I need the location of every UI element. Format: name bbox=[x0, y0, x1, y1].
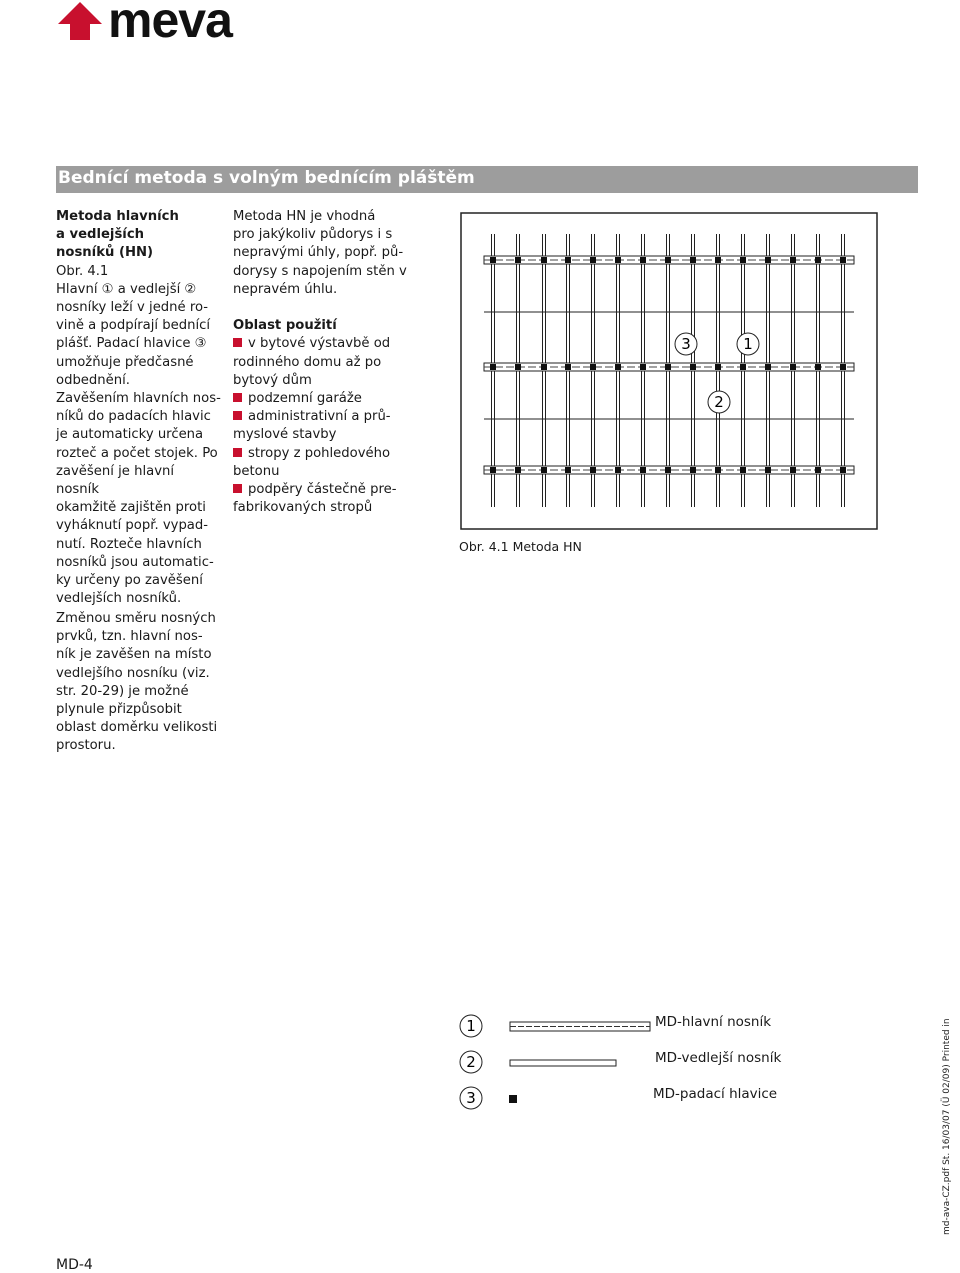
text-line: okamžitě zajištěn proti bbox=[56, 500, 206, 516]
text-line: prostoru. bbox=[56, 738, 116, 754]
area-item-line bbox=[233, 335, 443, 353]
area-item-text: podzemní garáže bbox=[248, 391, 362, 407]
text-line: odbednění. bbox=[56, 372, 130, 388]
bullet-square-icon bbox=[233, 448, 242, 457]
area-item-line bbox=[233, 426, 443, 444]
text-line: Obr. 4.1 bbox=[56, 263, 109, 279]
text-line: umožňuje předčasné bbox=[56, 354, 194, 370]
drop-head-mark bbox=[790, 257, 796, 263]
area-item-text: fabrikovaných stropů bbox=[233, 500, 373, 516]
area-item-line bbox=[233, 372, 443, 390]
drop-head-mark bbox=[690, 364, 696, 370]
column-1-text-second bbox=[56, 610, 221, 756]
logo-wordmark: meva bbox=[108, 0, 232, 48]
text-line: vedlejšího nosníku (viz. bbox=[56, 665, 210, 681]
drop-head-mark bbox=[615, 257, 621, 263]
drop-head-mark bbox=[690, 467, 696, 473]
drop-head-mark bbox=[740, 364, 746, 370]
text-line: oblast doměrku velikosti bbox=[56, 720, 218, 736]
text-line: ky určeny po zavěšení bbox=[56, 573, 203, 589]
bullet-square-icon bbox=[233, 411, 242, 420]
drop-head-mark bbox=[490, 257, 496, 263]
text-line: pro jakýkoliv půdorys i s bbox=[233, 227, 393, 243]
drop-head-mark bbox=[565, 467, 571, 473]
drop-head-mark bbox=[541, 467, 547, 473]
drop-head-mark bbox=[665, 364, 671, 370]
legend-num-3: 3 bbox=[466, 1089, 476, 1107]
text-line: zavěšení je hlavní nosník bbox=[56, 463, 175, 498]
text-line: nepravém úhlu. bbox=[233, 281, 338, 297]
page-number: MD-4 bbox=[56, 1257, 93, 1273]
text-line: nosníky leží v jedné ro- bbox=[56, 300, 209, 316]
text-line: vině a podpírají bednící bbox=[56, 318, 211, 334]
drop-head-mark bbox=[490, 467, 496, 473]
legend-num-1: 1 bbox=[466, 1017, 476, 1035]
area-heading: Oblast použití bbox=[233, 318, 337, 334]
drop-head-mark bbox=[665, 257, 671, 263]
text-line: nutí. Rozteče hlavních bbox=[56, 536, 202, 552]
print-note-text: md-ava-CZ.pdf St. 16/03/07 (Ü 02/09) Printed in Germany bbox=[942, 1015, 952, 1235]
drop-head-mark bbox=[590, 467, 596, 473]
bullet-square-icon bbox=[233, 338, 242, 347]
drop-head-mark bbox=[515, 257, 521, 263]
drop-head-mark bbox=[565, 257, 571, 263]
spacer bbox=[233, 299, 443, 317]
drop-head-mark bbox=[490, 364, 496, 370]
text-line: Hlavní ① a vedlejší ② bbox=[56, 281, 197, 297]
callout-1-label: 1 bbox=[743, 335, 753, 353]
drop-head-mark bbox=[765, 257, 771, 263]
text-line: Metoda HN je vhodná bbox=[233, 209, 376, 224]
text-line: nepravými úhly, popř. pů- bbox=[233, 245, 404, 261]
drop-head-mark bbox=[740, 257, 746, 263]
area-item-line bbox=[233, 463, 443, 481]
drop-head-mark bbox=[765, 364, 771, 370]
text-line: Metoda hlavních bbox=[56, 209, 179, 224]
logo-arrow-icon bbox=[56, 0, 108, 44]
text-line: ník je zavěšen na místo bbox=[56, 647, 212, 663]
legend-label-2: MD-vedlejší nosník bbox=[655, 1050, 782, 1066]
drop-head-mark bbox=[840, 257, 846, 263]
text-line: nosníků (HN) bbox=[56, 245, 154, 261]
text-line: prvků, tzn. hlavní nos- bbox=[56, 629, 203, 645]
print-note bbox=[935, 1015, 955, 1235]
legend bbox=[450, 1005, 870, 1115]
callout-2-label: 2 bbox=[714, 393, 724, 411]
drop-head-mark bbox=[515, 364, 521, 370]
drop-head-mark bbox=[640, 257, 646, 263]
area-item-text: administrativní a prů- bbox=[248, 409, 391, 425]
meva-logo bbox=[56, 0, 286, 48]
text-line: nosníků jsou automatic- bbox=[56, 554, 214, 570]
area-item-line bbox=[233, 390, 443, 408]
drop-head-mark bbox=[790, 467, 796, 473]
formwork-plan-diagram bbox=[460, 212, 878, 530]
drop-head-mark bbox=[840, 364, 846, 370]
drop-head-mark bbox=[565, 364, 571, 370]
drop-head-mark bbox=[590, 257, 596, 263]
legend-label-3: MD-padací hlavice bbox=[653, 1086, 778, 1102]
drop-head-mark bbox=[590, 364, 596, 370]
drop-head-mark bbox=[740, 467, 746, 473]
drop-head-mark bbox=[690, 257, 696, 263]
diagram-svg bbox=[460, 212, 878, 530]
drop-head-mark bbox=[515, 467, 521, 473]
area-item-line bbox=[233, 445, 443, 463]
text-line: plášť. Padací hlavice ③ bbox=[56, 336, 207, 352]
drop-head-mark bbox=[815, 467, 821, 473]
figure-caption: Obr. 4.1 Metoda HN bbox=[459, 539, 582, 554]
drop-head-mark bbox=[715, 257, 721, 263]
legend-item-2 bbox=[460, 1051, 616, 1073]
drop-head-mark bbox=[840, 467, 846, 473]
text-line: dorysy s napojením stěn v bbox=[233, 263, 407, 279]
area-item-line bbox=[233, 481, 443, 499]
text-line: plynule přizpůsobit bbox=[56, 702, 182, 718]
legend-num-2: 2 bbox=[466, 1053, 476, 1071]
drop-head-mark bbox=[815, 364, 821, 370]
text-line: str. 20-29) je možné bbox=[56, 683, 189, 699]
drop-head-mark bbox=[815, 257, 821, 263]
area-item-line bbox=[233, 499, 443, 517]
text-line: vedlejších nosníků. bbox=[56, 591, 182, 607]
text-line: a vedlejších bbox=[56, 227, 145, 243]
legend-item-3 bbox=[460, 1087, 517, 1109]
drop-head-symbol bbox=[509, 1095, 517, 1103]
bullet-square-icon bbox=[233, 484, 242, 493]
drop-head-mark bbox=[615, 364, 621, 370]
text-line: Změnou směru nosných bbox=[56, 611, 216, 626]
text-line: Zavěšením hlavních nos- bbox=[56, 391, 221, 407]
callout-3-label: 3 bbox=[681, 335, 691, 353]
drop-head-mark bbox=[640, 364, 646, 370]
drop-head-mark bbox=[665, 467, 671, 473]
drop-head-mark bbox=[640, 467, 646, 473]
drop-head-mark bbox=[615, 467, 621, 473]
legend-item-1 bbox=[460, 1015, 650, 1037]
area-item-text: rodinného domu až po bbox=[233, 354, 382, 370]
drop-head-mark bbox=[541, 364, 547, 370]
area-item-text: myslové stavby bbox=[233, 427, 337, 443]
drop-head-mark bbox=[715, 467, 721, 473]
column-1-text bbox=[56, 208, 221, 608]
area-item-text: betonu bbox=[233, 463, 280, 479]
drop-head-mark bbox=[715, 364, 721, 370]
area-item-line bbox=[233, 408, 443, 426]
area-item-text: stropy z pohledového bbox=[248, 445, 391, 461]
text-line: je automaticky určena bbox=[56, 427, 204, 443]
drop-head-mark bbox=[541, 257, 547, 263]
column-2-text bbox=[233, 208, 443, 517]
area-item-text: podpěry částečně pre- bbox=[248, 482, 397, 498]
text-line: níků do padacích hlavic bbox=[56, 409, 211, 425]
area-item-text: bytový dům bbox=[233, 372, 312, 388]
section-title-bar bbox=[56, 166, 918, 193]
drop-head-mark bbox=[765, 467, 771, 473]
bullet-square-icon bbox=[233, 393, 242, 402]
drop-head-mark bbox=[790, 364, 796, 370]
area-item-line bbox=[233, 354, 443, 372]
legend-label-1: MD-hlavní nosník bbox=[655, 1014, 772, 1030]
text-line: vyháknutí popř. vypad- bbox=[56, 518, 209, 534]
area-item-text: v bytové výstavbě od bbox=[248, 336, 391, 352]
text-line: rozteč a počet stojek. Po bbox=[56, 445, 218, 461]
secondary-beam-symbol bbox=[510, 1060, 616, 1066]
section-title: Bednící metoda s volným bednícím pláštěm bbox=[58, 168, 475, 188]
